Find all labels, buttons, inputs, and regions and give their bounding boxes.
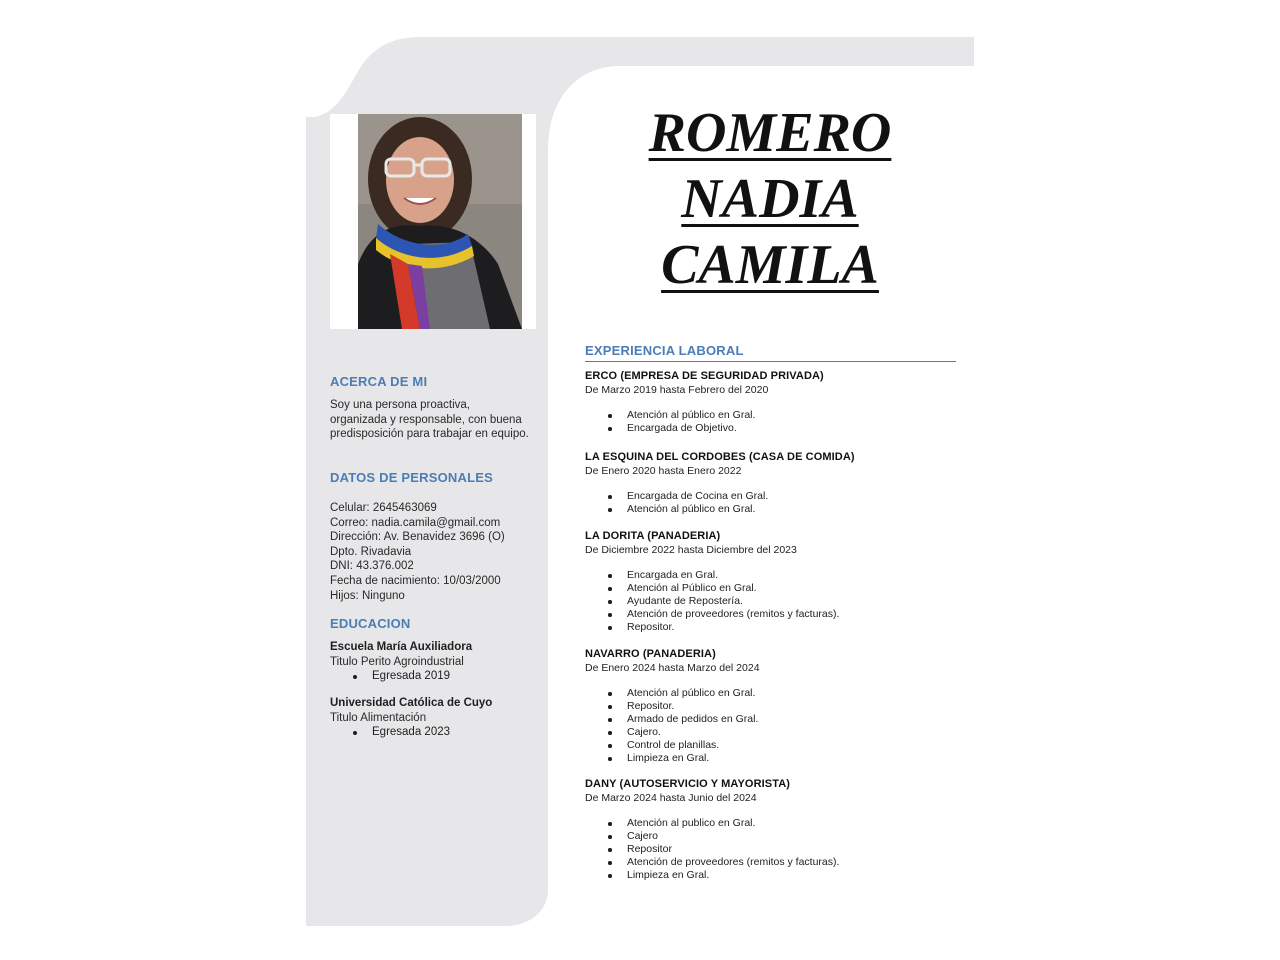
full-name bbox=[600, 100, 940, 298]
job-entry bbox=[585, 648, 965, 765]
address-item: Dirección: Av. Benavidez 3696 (O) bbox=[330, 531, 505, 544]
job-task: Atención de proveedores (remitos y facturas). bbox=[585, 608, 965, 621]
birthdate-item: Fecha de nacimiento: 10/03/2000 bbox=[330, 574, 501, 587]
degree-title: Titulo Perito Agroindustrial bbox=[330, 655, 464, 668]
job-task: Atención al publico en Gral. bbox=[585, 817, 965, 830]
job-task: Limpieza en Gral. bbox=[585, 869, 965, 882]
department-item: Dpto. Rivadavia bbox=[330, 545, 412, 558]
job-task: Atención al público en Gral. bbox=[585, 409, 965, 422]
job-task: Limpieza en Gral. bbox=[585, 752, 965, 765]
job-task: Encargada de Objetivo. bbox=[585, 422, 965, 435]
job-task: Cajero. bbox=[585, 726, 965, 739]
job-period: De Enero 2020 hasta Enero 2022 bbox=[585, 464, 742, 477]
job-period: De Enero 2024 hasta Marzo del 2024 bbox=[585, 661, 760, 674]
job-task: Cajero bbox=[585, 830, 965, 843]
graduation-bullet: Egresada 2019 bbox=[330, 669, 540, 684]
job-task: Control de planillas. bbox=[585, 739, 965, 752]
job-task-list bbox=[585, 490, 965, 516]
degree-title: Titulo Alimentación bbox=[330, 711, 427, 724]
job-period: De Marzo 2024 hasta Junio del 2024 bbox=[585, 791, 757, 804]
job-task: Atención al público en Gral. bbox=[585, 687, 965, 700]
name-line-second: CAMILA bbox=[661, 234, 879, 296]
personal-data-heading: DATOS DE PERSONALES bbox=[330, 470, 493, 485]
about-text: Soy una persona proactiva, organizada y responsable, con buena predisposición para trabajar en equipo. bbox=[330, 399, 529, 441]
job-task: Encargada en Gral. bbox=[585, 569, 965, 582]
job-task-list bbox=[585, 817, 965, 882]
job-task: Repositor. bbox=[585, 621, 965, 634]
education-entry bbox=[330, 696, 540, 740]
job-task: Ayudante de Repostería. bbox=[585, 595, 965, 608]
education-heading: EDUCACION bbox=[330, 616, 411, 631]
job-title: LA DORITA (PANADERIA) bbox=[585, 530, 721, 542]
school-name: Universidad Católica de Cuyo bbox=[330, 697, 493, 709]
job-task: Atención al público en Gral. bbox=[585, 503, 965, 516]
personal-data-list bbox=[330, 501, 540, 603]
job-entry bbox=[585, 370, 965, 435]
name-line-surname: ROMERO bbox=[648, 102, 892, 164]
job-task: Atención de proveedores (remitos y facturas). bbox=[585, 856, 965, 869]
profile-photo bbox=[330, 114, 536, 329]
job-task-list bbox=[585, 569, 965, 634]
job-task-list bbox=[585, 687, 965, 765]
education-entry bbox=[330, 640, 540, 684]
job-task: Repositor. bbox=[585, 700, 965, 713]
job-title: DANY (AUTOSERVICIO Y MAYORISTA) bbox=[585, 778, 791, 790]
email-item: Correo: nadia.camila@gmail.com bbox=[330, 516, 501, 529]
job-title: ERCO (EMPRESA DE SEGURIDAD PRIVADA) bbox=[585, 370, 824, 382]
job-task: Atención al Público en Gral. bbox=[585, 582, 965, 595]
children-item: Hijos: Ninguno bbox=[330, 589, 405, 602]
job-title: LA ESQUINA DEL CORDOBES (CASA DE COMIDA) bbox=[585, 451, 855, 463]
job-task: Encargada de Cocina en Gral. bbox=[585, 490, 965, 503]
school-name: Escuela María Auxiliadora bbox=[330, 641, 473, 653]
job-task: Repositor bbox=[585, 843, 965, 856]
dni-item: DNI: 43.376.002 bbox=[330, 560, 414, 573]
job-title: NAVARRO (PANADERIA) bbox=[585, 648, 716, 660]
about-heading: ACERCA DE MI bbox=[330, 374, 428, 389]
job-entry bbox=[585, 451, 965, 516]
job-period: De Diciembre 2022 hasta Diciembre del 2023 bbox=[585, 543, 797, 556]
name-line-first: NADIA bbox=[681, 168, 859, 230]
experience-divider bbox=[585, 361, 956, 362]
graduation-bullet: Egresada 2023 bbox=[330, 725, 540, 740]
phone-item: Celular: 2645463069 bbox=[330, 502, 437, 514]
job-entry bbox=[585, 778, 965, 882]
experience-heading: EXPERIENCIA LABORAL bbox=[585, 343, 744, 358]
job-task-list bbox=[585, 409, 965, 435]
job-entry bbox=[585, 530, 965, 634]
job-task: Armado de pedidos en Gral. bbox=[585, 713, 965, 726]
job-period: De Marzo 2019 hasta Febrero del 2020 bbox=[585, 383, 769, 396]
